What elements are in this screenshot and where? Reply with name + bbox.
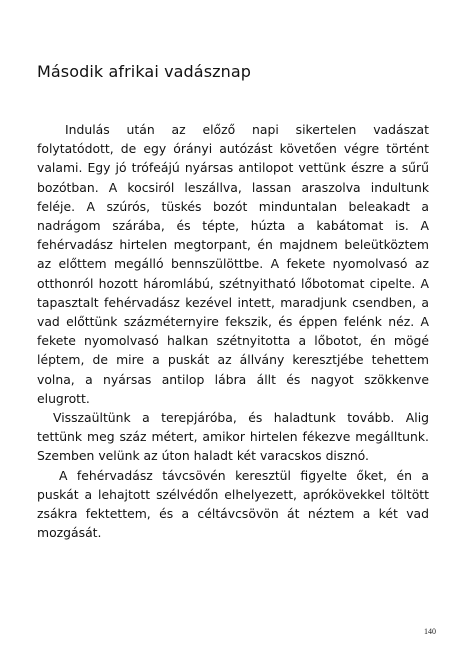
chapter-body xyxy=(37,120,429,542)
paragraph-1: Indulás után az előző napi sikertelen vadászat folytatódott, de egy órányi autózást követően végre történt valami. Egy jó trófeájú nyársas antilopot vettünk észre a sűrű bozótban. A kocsiról leszállva, lassan araszolva indultunk feléje. A szúrós, tüskés bozót minduntalan beleakadt a nadrágom szárába, és tépte, húzta a kabátomat is. A fehérvadász hirtelen megtorpant, én majdnem beleütköztem az előttem megálló bennszülöttbe. A fekete nyomolvasó az otthonról hozott háromlábú, szétnyitható lőbotomat cipelte. A tapasztalt fehérvadász kezével intett, maradjunk csendben, a vad előttünk százméternyire fekszik, és éppen felénk néz. A fekete nyomolvasó halkan szétnyitotta a lőbotot, én mögé léptem, de mire a puskát az állvány keresztjébe tehettem volna, a nyársas antilop lábra állt és nagyot szökkenve elugrott. xyxy=(37,122,429,406)
chapter-title: Második afrikai vadásznap xyxy=(37,62,252,81)
page-number: 140 xyxy=(424,627,436,636)
paragraph-2: Visszaültünk a terepjáróba, és haladtunk tovább. Alig tettünk meg száz métert, amikor hirtelen fékezve megálltunk. Szemben velünk az úton haladt két varacskos disznó. xyxy=(37,410,429,464)
paragraph-3: A fehérvadász távcsövén keresztül figyelte őket, én a puskát a lehajtott szélvédőn elhelyezett, aprókövekkel töltött zsákra fektettem, és a céltávcsövön át néztem a két vad mozgását. xyxy=(37,467,429,541)
